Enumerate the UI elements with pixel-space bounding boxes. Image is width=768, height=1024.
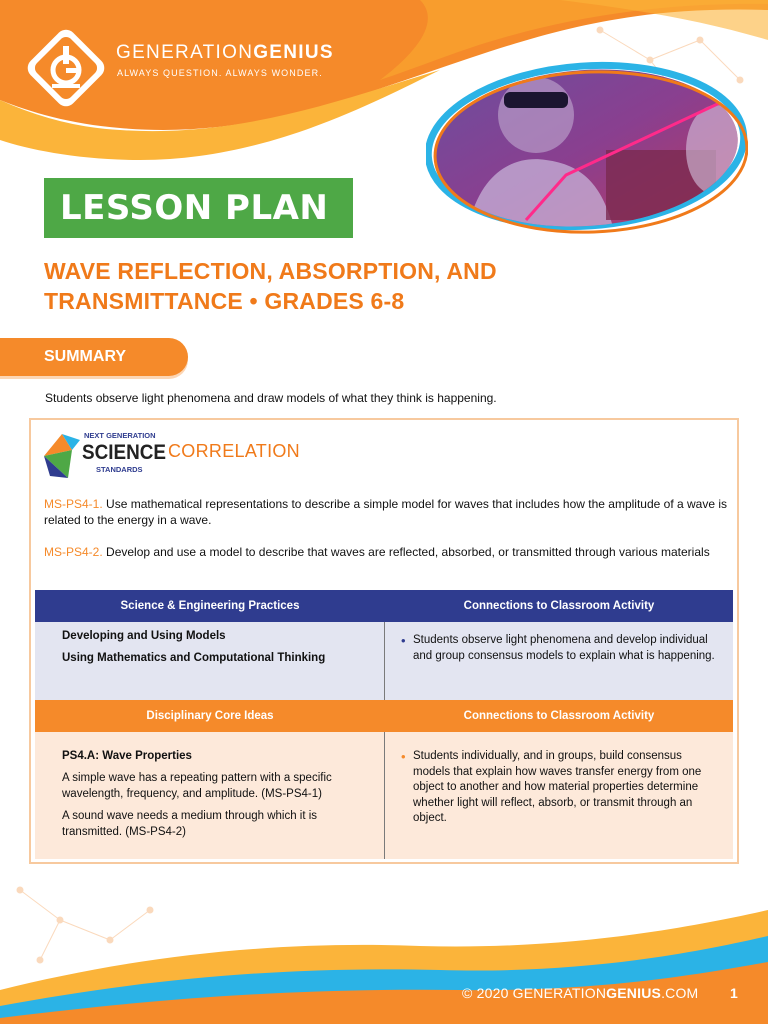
dci-text: A sound wave needs a medium through which it is transmitted. (MS-PS4-2) — [62, 810, 318, 838]
student-laser-photo — [426, 60, 748, 240]
ngss-logo-bottom-text: STANDARDS — [96, 465, 143, 474]
summary-text: Students observe light phenomena and draw models of what they think is happening. — [45, 391, 497, 405]
practices-connection-text: Students observe light phenomena and develop individual and group consensus models to explain what is happening. — [413, 634, 715, 662]
column-divider — [384, 622, 385, 700]
practices-table-header — [35, 590, 733, 622]
dci-text: A simple wave has a repeating pattern with a specific wavelength, frequency, and amplitude. (MS-PS4-1) — [62, 772, 332, 800]
practice-item: Developing and Using Models — [62, 630, 226, 642]
core-ideas-table-header — [35, 700, 733, 732]
core-ideas-connection-text: Students individually, and in groups, build consensus models that explain how waves transfer energy from one object to another and how material properties determine whether light will reflect, absorb, or transmit through an object. — [413, 750, 702, 824]
core-ideas-header-left: Disciplinary Core Ideas — [146, 710, 274, 722]
brand-tagline: ALWAYS QUESTION. ALWAYS WONDER. — [117, 68, 323, 78]
lesson-plan-badge: LESSON PLAN — [44, 178, 353, 238]
standard-code: MS-PS4-2. — [44, 545, 103, 559]
summary-heading: SUMMARY — [0, 338, 188, 376]
lesson-title: WAVE REFLECTION, ABSORPTION, AND TRANSMITTANCE • GRADES 6-8 — [44, 258, 497, 314]
standard-text: Develop and use a model to describe that waves are reflected, absorbed, or transmitted through various materials — [106, 545, 710, 559]
ngss-logo-top-text: NEXT GENERATION — [84, 431, 156, 440]
practices-connection — [401, 633, 719, 664]
standard-ms-ps4-1 — [44, 496, 734, 528]
standard-text: Use mathematical representations to describe a simple model for waves that includes how the amplitude of a wave is related to the energy in a wave. — [44, 497, 728, 527]
dci-title: PS4.A: Wave Properties — [62, 750, 192, 762]
correlation-heading: CORRELATION — [168, 441, 300, 461]
column-divider — [384, 732, 385, 859]
page-number: 1 — [730, 985, 738, 1001]
microscope-logo-icon[interactable] — [22, 24, 110, 112]
footer-copyright: © 2020 GENERATIONGENIUS.COM — [462, 985, 699, 1001]
bullet-icon: • — [401, 633, 406, 648]
standard-ms-ps4-2 — [44, 544, 734, 560]
standard-code: MS-PS4-1. — [44, 497, 103, 511]
ngss-logo — [40, 426, 170, 484]
brand-name: GENERATIONGENIUS — [116, 42, 334, 63]
bullet-icon: • — [401, 749, 406, 764]
practices-header-right: Connections to Classroom Activity — [463, 600, 655, 612]
core-ideas-header-right: Connections to Classroom Activity — [463, 710, 655, 722]
practice-item: Using Mathematics and Computational Thinking — [62, 652, 326, 664]
core-ideas-connection — [401, 749, 719, 827]
ngss-logo-main-text: SCIENCE — [82, 441, 166, 464]
core-ideas-table-body — [35, 732, 733, 859]
practices-header-left: Science & Engineering Practices — [120, 600, 300, 612]
practices-table-body — [35, 622, 733, 700]
